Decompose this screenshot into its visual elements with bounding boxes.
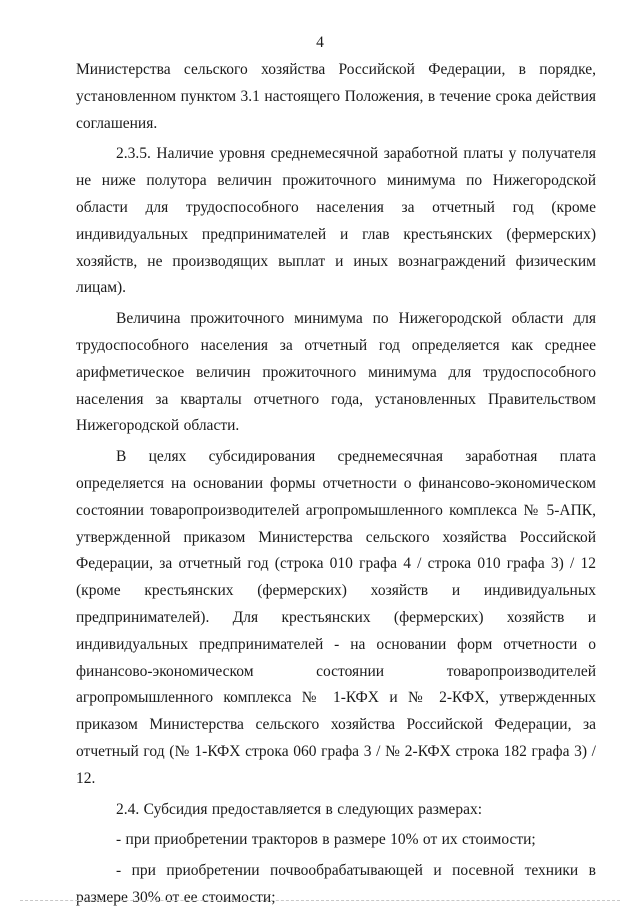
paragraph-2-3-5: 2.3.5. Наличие уровня среднемесячной заработной платы у получателя не ниже полутора величин прожиточного минимума по Нижегородской области для трудоспособного населения за отчетный год (кроме индивидуальных предпринимателей и глав крестьянских (фермерских) хозяйств, не производящих выплат и иных вознаграждений физическим лицам). xyxy=(76,145,596,297)
page-number: 4 xyxy=(316,34,324,51)
document-body xyxy=(76,57,596,912)
list-item-tillage-equipment: - при приобретении почвообрабатывающей и посевной техники в размере 30% от ее стоимости; xyxy=(76,862,596,906)
paragraph-continuation: Министерства сельского хозяйства Российской Федерации, в порядке, установленном пунктом 3.1 настоящего Положения, в течение срока действия соглашения. xyxy=(76,61,596,132)
paragraph-average-salary: В целях субсидирования среднемесячная заработная плата определяется на основании формы отчетности о финансово-экономическом состоянии товаропроизводителей агропромышленного комплекса № 5-АПК, утвержденной приказом Министерства сельского хозяйства Российской Федерации, за отчетный год (строка 010 графа 4 / строка 010 графа 3) / 12 (кроме крестьянских (фермерских) хозяйств и индивидуальных предпринимателей). Для крестьянских (фермерских) хозяйств и индивидуальных предпринимателей - на основании форм отчетности о финансово-экономическом состоянии товаропроизводителей агропромышленного комплекса № 1-КФХ и № 2-КФХ, утвержденных приказом Министерства сельского хозяйства Российской Федерации, за отчетный год (№ 1-КФХ строка 060 графа 3 / № 2-КФХ строка 182 графа 3) / 12. xyxy=(76,448,596,787)
paragraph-subsistence-minimum: Величина прожиточного минимума по Нижегородской области для трудоспособного населения за отчетный год определяется как среднее арифметическое величин прожиточного минимума для трудоспособного населения за кварталы отчетного года, установленных Правительством Нижегородской области. xyxy=(76,310,596,435)
list-item-tractors: - при приобретении тракторов в размере 10% от их стоимости; xyxy=(116,831,536,849)
paragraph-2-4: 2.4. Субсидия предоставляется в следующих размерах: xyxy=(116,800,483,818)
page-bottom-edge xyxy=(20,900,620,901)
